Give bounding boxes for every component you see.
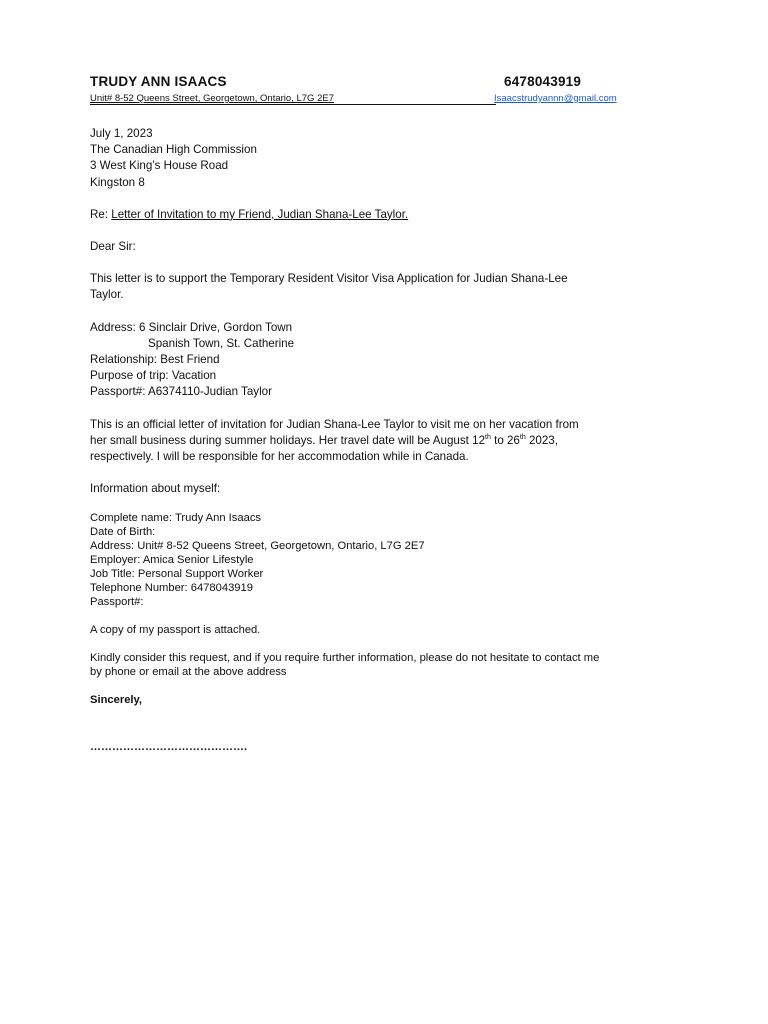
letter-page: [90, 74, 690, 756]
ordinal-suffix-1: th: [485, 433, 491, 441]
visitor-relationship: Relationship: Best Friend: [90, 353, 220, 367]
visitor-address-line-1: Address: 6 Sinclair Drive, Gordon Town: [90, 320, 293, 334]
invitation-text-b: to 26: [490, 433, 520, 447]
subject-text: Letter of Invitation to my Friend, Judian Shana-Lee Taylor.: [111, 207, 409, 221]
attachment-note: A copy of my passport is attached.: [90, 624, 261, 637]
sender-address: Unit# 8-52 Queens Street, Georgetown, Ontario, L7G 2E7: [90, 93, 496, 105]
recipient-line-1: The Canadian High Commission: [90, 143, 257, 157]
sender-name: TRUDY ANN ISAACS: [90, 74, 227, 89]
myself-name: Complete name: Trudy Ann Isaacs: [90, 512, 262, 525]
sender-email-link[interactable]: Isaacstrudyannn@gmail.com: [494, 93, 617, 104]
myself-address: Address: Unit# 8-52 Queens Street, Georgetown, Ontario, L7G 2E7: [90, 540, 425, 553]
invitation-line-3: respectively. I will be responsible for her accommodation while in Canada.: [90, 450, 469, 464]
myself-employer: Employer: Amica Senior Lifestyle: [90, 554, 254, 567]
sender-phone: 6478043919: [504, 74, 582, 89]
myself-dob: Date of Birth:: [90, 526, 156, 539]
salutation: Dear Sir:: [90, 240, 136, 254]
intro-line-2: Taylor.: [90, 288, 124, 302]
recipient-line-3: Kingston 8: [90, 175, 145, 189]
myself-passport: Passport#:: [90, 596, 144, 609]
myself-details: [90, 511, 690, 609]
invitation-text-a: her small business during summer holidays. Her travel date will be August 12: [90, 433, 486, 447]
invitation-line-2: [90, 433, 690, 449]
myself-heading: Information about myself:: [90, 482, 221, 496]
invitation-text-c: 2023,: [525, 433, 558, 447]
subject-line: [90, 207, 690, 223]
intro-line-1: This letter is to support the Temporary Resident Visitor Visa Application for Judian Shana-Lee: [90, 272, 568, 286]
closing-request: [90, 651, 690, 679]
subject-prefix: Re:: [90, 207, 112, 221]
closing-request-line-1: Kindly consider this request, and if you require further information, please do not hesitate to contact me: [90, 652, 600, 665]
myself-phone: Telephone Number: 6478043919: [90, 582, 253, 595]
letter-date: July 1, 2023: [90, 127, 153, 140]
myself-job: Job Title: Personal Support Worker: [90, 568, 264, 581]
invitation-line-1: This is an official letter of invitation for Judian Shana-Lee Taylor to visit me on her vacation from: [90, 417, 579, 431]
signature-line: …………………………………….: [90, 741, 248, 754]
letterhead-contact: [90, 92, 690, 106]
visitor-address-line-2: Spanish Town, St. Catherine: [148, 336, 295, 350]
closing-request-line-2: by phone or email at the above address: [90, 666, 287, 679]
ordinal-suffix-2: th: [519, 433, 526, 441]
visitor-purpose: Purpose of trip: Vacation: [90, 369, 217, 383]
visitor-passport: Passport#: A6374110-Judian Taylor: [90, 385, 272, 399]
signoff: Sincerely,: [90, 694, 143, 707]
recipient-line-2: 3 West King’s House Road: [90, 159, 229, 173]
letter-body: [90, 106, 690, 756]
letterhead: [90, 74, 690, 92]
